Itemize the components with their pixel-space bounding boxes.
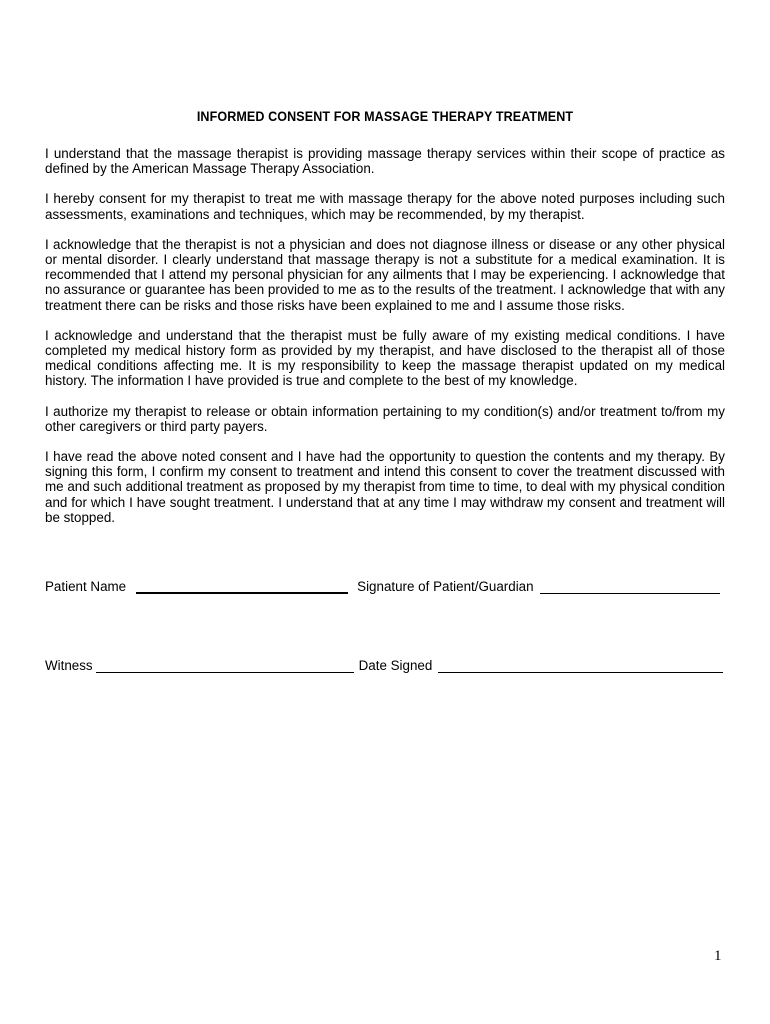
witness-field[interactable]: [96, 659, 354, 673]
paragraph-release-information: I authorize my therapist to release or obtain information pertaining to my condition(s) and/or treatment to/from my other caregivers or third party payers.: [45, 403, 725, 434]
witness-label: Witness: [45, 658, 93, 673]
paragraph-medical-conditions: I acknowledge and understand that the therapist must be fully aware of my existing medical conditions. I have completed my medical history form as provided by my therapist, and have disclosed to the therapist all of those medical conditions affecting me. It is my responsibility to keep the massage therapist updated on my medical history. The information I have provided is true and complete to the best of my knowledge.: [45, 327, 725, 389]
paragraph-scope-of-practice: I understand that the massage therapist is providing massage therapy services within their scope of practice as defined by the American Massage Therapy Association.: [45, 146, 725, 177]
page-number: 1: [714, 948, 722, 964]
signature-row-1: [45, 579, 725, 594]
date-signed-label: Date Signed: [358, 658, 433, 673]
paragraph-final-consent: I have read the above noted consent and I have had the opportunity to question the contents and my therapy. By signing this form, I confirm my consent to treatment and intend this consent to cover the treatment discussed with me and such additional treatment as proposed by my therapist from time to time, to deal with my physical condition and for which I have sought treatment. I understand that at any time I may withdraw my consent and treatment will be stopped.: [45, 449, 725, 525]
signature-label: Signature of Patient/Guardian: [357, 579, 534, 594]
paragraph-consent-to-treat: I hereby consent for my therapist to treat me with massage therapy for the above noted purposes including such assessments, examinations and techniques, which may be recommended, by my therapist.: [45, 191, 725, 222]
signature-row-2: [45, 658, 725, 673]
document-title: INFORMED CONSENT FOR MASSAGE THERAPY TREATMENT: [196, 109, 574, 124]
signature-field[interactable]: [540, 580, 720, 594]
patient-name-field[interactable]: [136, 579, 348, 594]
paragraph-not-physician: I acknowledge that the therapist is not a physician and does not diagnose illness or disease or any other physical or mental disorder. I clearly understand that massage therapy is not a substitute for a medical examination. It is recommended that I attend my personal physician for any ailments that I may be experiencing. I acknowledge that no assurance or guarantee has been provided to me as to the results of the treatment. I acknowledge that with any treatment there can be risks and those risks have been explained to me and I assume those risks.: [45, 236, 725, 313]
date-signed-field[interactable]: [438, 659, 723, 673]
consent-body: [45, 146, 725, 540]
patient-name-label: Patient Name: [45, 579, 127, 594]
